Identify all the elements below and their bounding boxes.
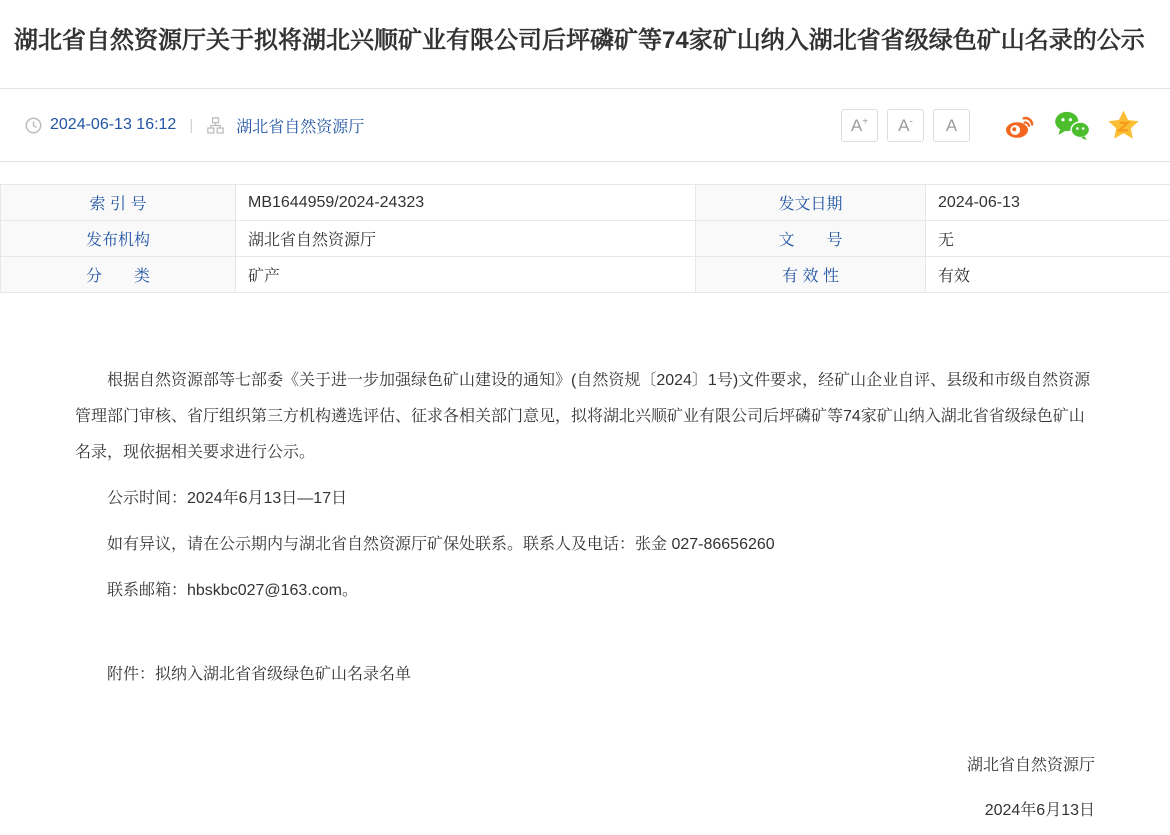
document-info-table <box>0 184 1170 293</box>
issuing-agency-label: 发布机构 <box>1 221 236 257</box>
paragraph-email: 联系邮箱：hbskbc027@163.com。 <box>107 582 359 599</box>
font-size-reset-button[interactable] <box>933 109 970 142</box>
category-value: 矿产 <box>236 257 696 293</box>
weibo-share-icon[interactable] <box>1003 109 1037 141</box>
font-btn-sup: - <box>909 115 913 127</box>
attachment-link[interactable]: 附件：拟纳入湖北省省级绿色矿山名录名单 <box>107 666 412 683</box>
clock-icon <box>25 117 42 134</box>
validity-label: 有 效 性 <box>696 257 926 293</box>
meta-separator: | <box>189 116 194 134</box>
font-btn-sup: + <box>862 115 869 127</box>
signature-block <box>75 748 1095 829</box>
font-btn-label: A <box>945 115 958 135</box>
index-number-label: 索 引 号 <box>1 185 236 221</box>
doc-number-value: 无 <box>926 221 1170 257</box>
signature-department: 湖北省自然资源厅 <box>966 757 1095 774</box>
font-btn-label: A <box>898 115 910 135</box>
issuing-agency-value: 湖北省自然资源厅 <box>236 221 696 257</box>
signature-date: 2024年6月13日 <box>984 802 1095 819</box>
meta-divider <box>0 161 1170 162</box>
wechat-share-icon[interactable] <box>1054 110 1090 141</box>
publish-date-label: 发文日期 <box>696 185 926 221</box>
article-body <box>0 363 1170 829</box>
table-row <box>1 185 1170 221</box>
publish-date-value: 2024-06-13 <box>926 185 1170 221</box>
table-row <box>1 257 1170 293</box>
paragraph-public-period: 公示时间：2024年6月13日—17日 <box>107 490 348 507</box>
font-btn-label: A <box>850 115 863 135</box>
category-label: 分 类 <box>1 257 236 293</box>
source-department: 湖北省自然资源厅 <box>236 118 365 136</box>
page-title: 湖北省自然资源厅关于拟将湖北兴顺矿业有限公司后坪磷矿等74家矿山纳入湖北省省级绿色矿山名录的公示 <box>14 27 1145 54</box>
meta-right <box>841 109 1140 142</box>
doc-number-label: 文 号 <box>696 221 926 257</box>
index-number-value: MB1644959/2024-24323 <box>236 185 696 221</box>
qzone-share-icon[interactable] <box>1107 109 1140 141</box>
validity-value: 有效 <box>926 257 1170 293</box>
font-size-decrease-button[interactable] <box>887 109 924 142</box>
table-row <box>1 221 1170 257</box>
meta-bar <box>0 89 1170 161</box>
publish-datetime: 2024-06-13 16:12 <box>50 116 177 133</box>
org-structure-icon <box>207 117 224 134</box>
meta-left <box>25 114 364 137</box>
font-size-increase-button[interactable] <box>841 109 878 142</box>
paragraph-contact: 如有异议，请在公示期内与湖北省自然资源厅矿保处联系。联系人及电话：张金 027-86656260 <box>107 536 775 553</box>
paragraph-main: 根据自然资源部等七部委《关于进一步加强绿色矿山建设的通知》(自然资规〔2024〕1号)文件要求，经矿山企业自评、县级和市级自然资源管理部门审核、省厅组织第三方机构遴选评估、征求各相关部门意见，拟将湖北兴顺矿业有限公司后坪磷矿等74家矿山纳入湖北省省级绿色矿山名录，现依据相关要求进行公示。 <box>75 372 1091 461</box>
